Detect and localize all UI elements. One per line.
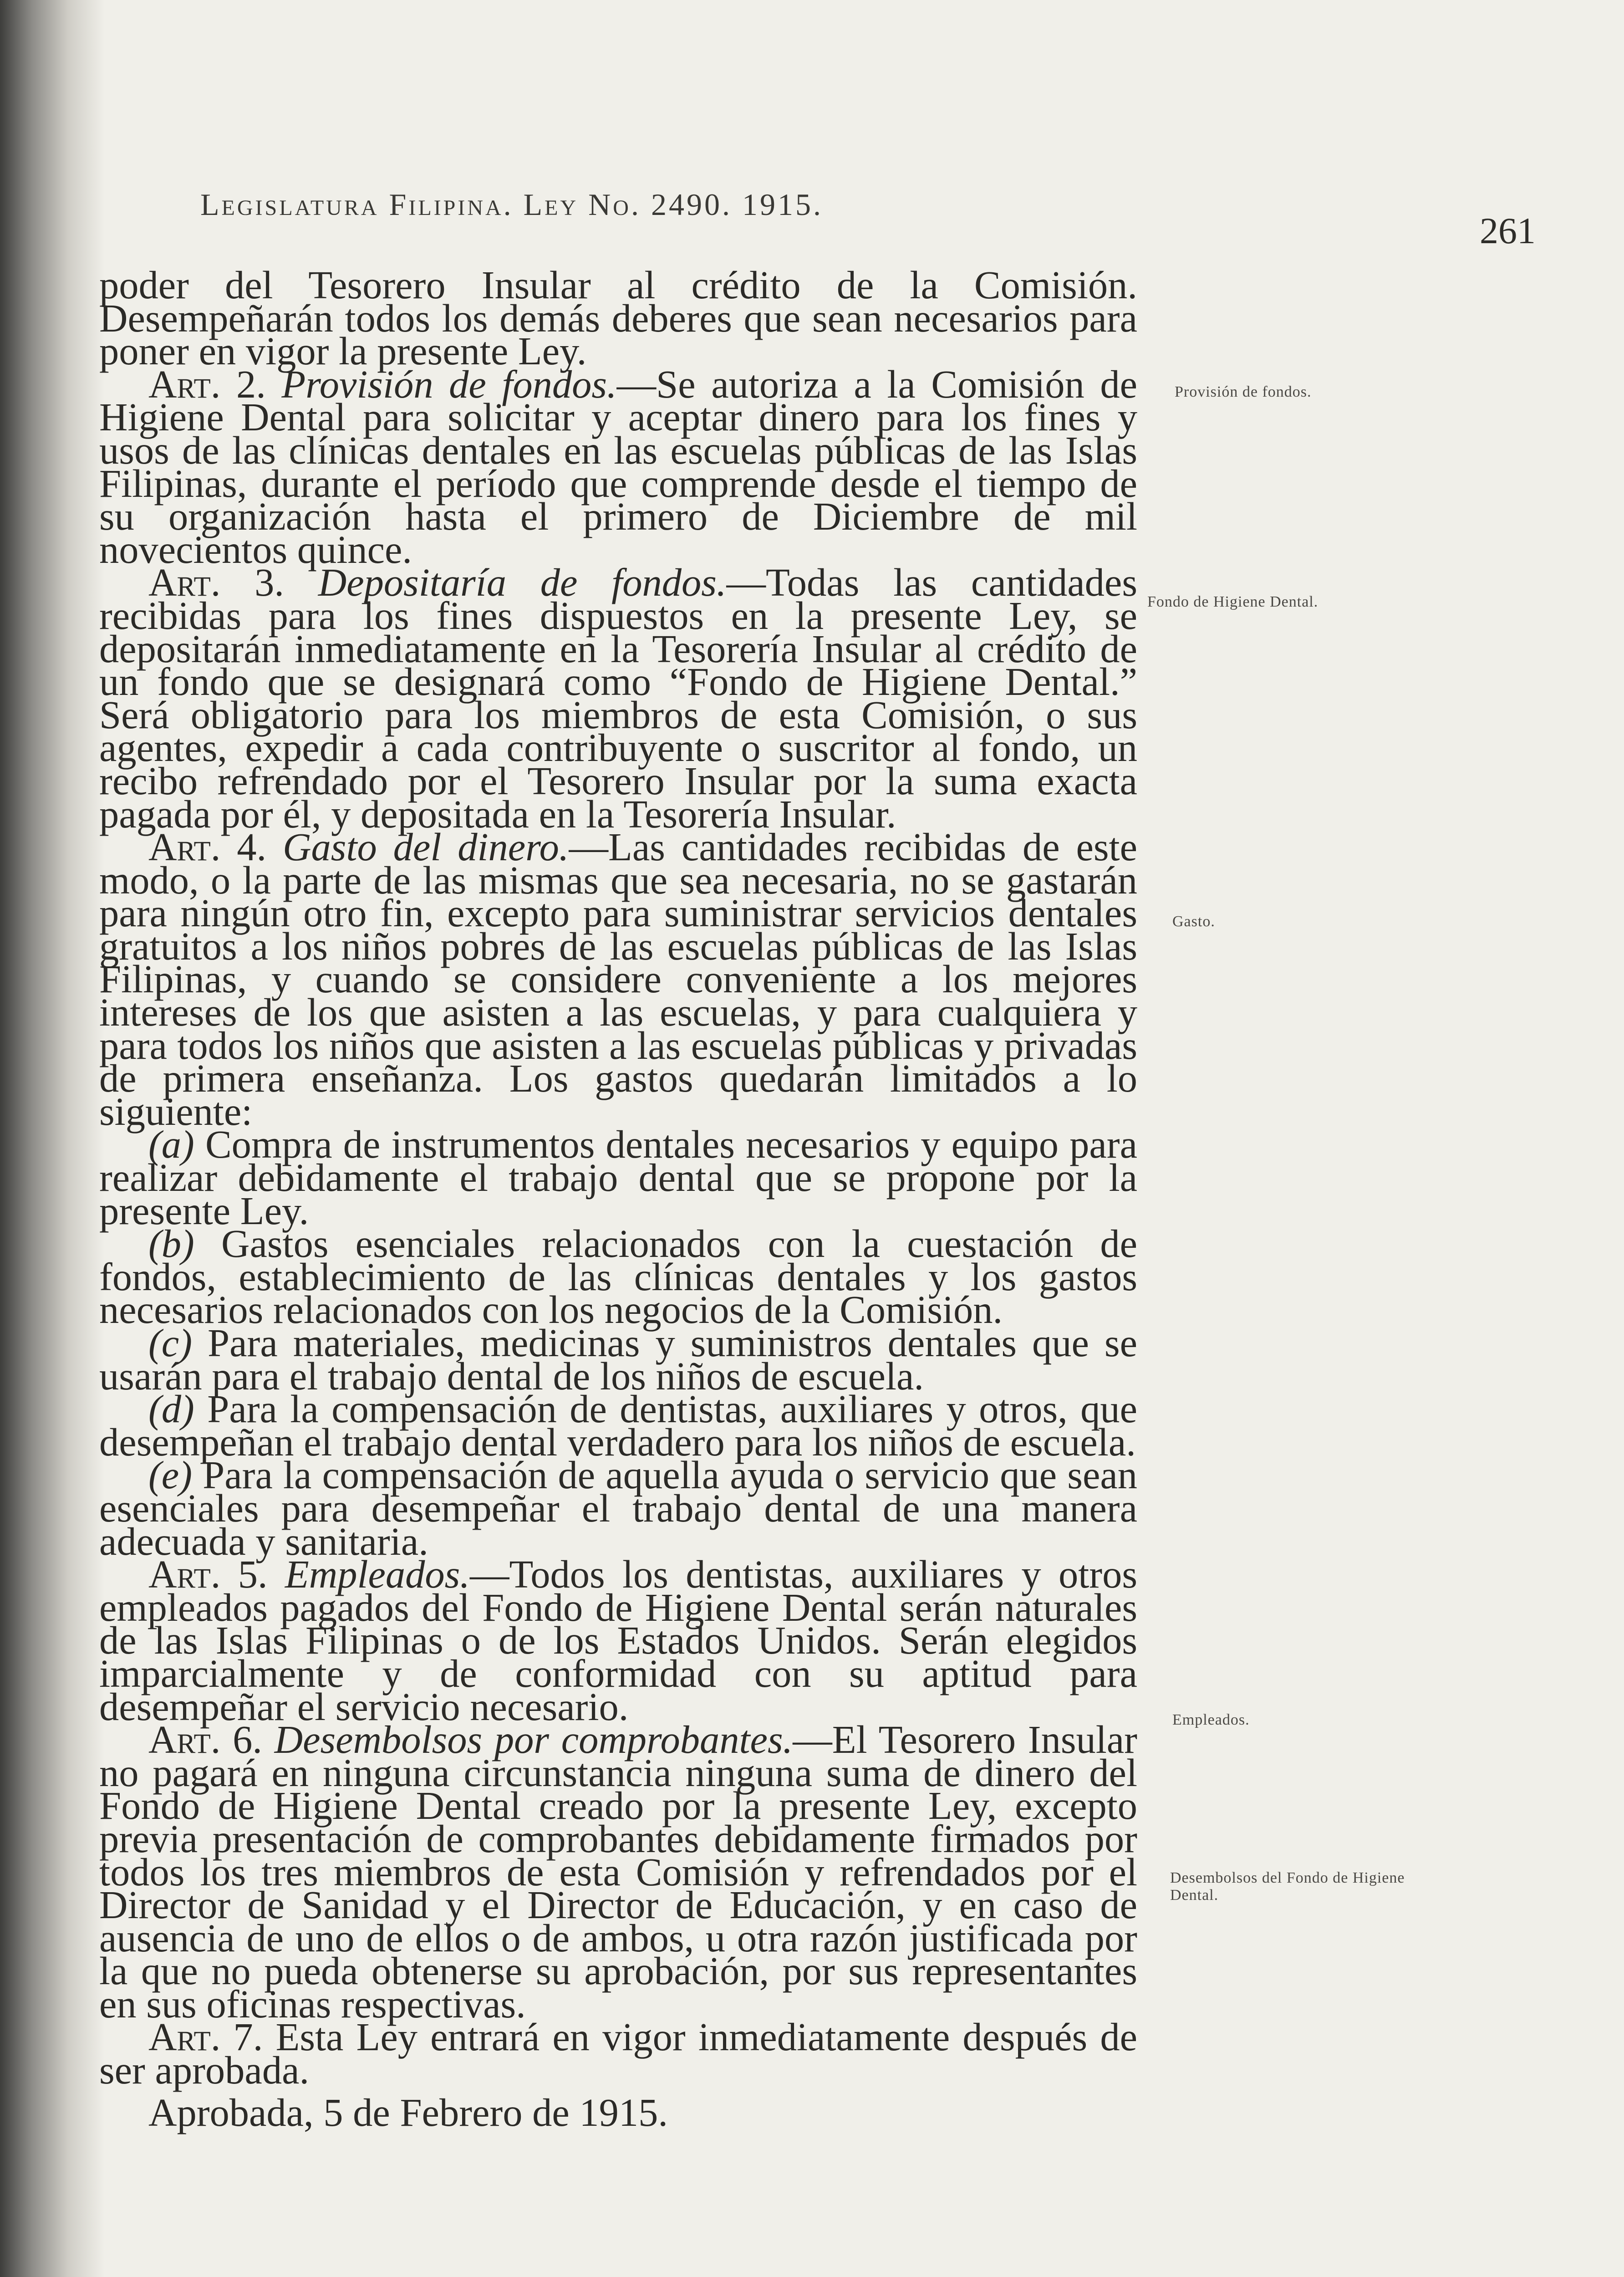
article-text: —El Tesorero Insular no pagará en ninguna circunstancia ninguna suma de dinero del Fondo de Higiene Dental creado por la presente Ley, excepto previa presentación de comprobantes debidamente firmados por todos los tres miembros de esta Comisión y refrendados por el Director de Sanidad y el Director de Educación, y en caso de ausencia de uno de ellos o de ambos, u otra razón justificada por la que no pueda obtenerse su aprobación, por sus representantes en sus oficinas respectivas. [99,1718,1137,2026]
clause-label: (c) [148,1321,193,1365]
margin-note-desembolsos: Desembolsos del Fondo de Higiene Dental. [1170,1869,1405,1904]
article-title: Gasto del dinero. [283,825,569,869]
approval-date: Aprobada, 5 de Febrero de 1915. [148,2090,668,2134]
clause-label: (e) [148,1453,193,1497]
article-title: Desembolsos por comprobantes. [274,1718,793,1762]
margin-note-provision: Provisión de fondos. [1175,383,1312,400]
article-text: —Todas las cantidades recibidas para los fines dispuestos en la presente Ley, se depositarán inmediatamente en la Tesorería Insular al crédito de un fondo que se designará como “Fondo de Higiene Dental.” Será obligatorio para los miembros de esta Comisión, o sus agentes, expedir a cada contribuyente o suscritor al fondo, un recibo refrendado por el Tesorero Insular por la suma exacta pagada por él, y depositada en la Tesorería Insular. [99,561,1137,836]
margin-note-fondo: Fondo de Higiene Dental. [1147,593,1319,610]
article-text: —Todos los dentistas, auxiliares y otros empleados pagados del Fondo de Higiene Dental serán naturales de las Islas Filipinas o de los Estados Unidos. Serán elegidos imparcialmente y de conformidad con su aptitud para desempeñar el servicio necesario. [99,1552,1138,1729]
article-number: Art. 4. [148,825,267,869]
article-number: Art. 2. [148,362,266,406]
margin-note-empleados: Empleados. [1172,1711,1250,1728]
clause-label: (b) [148,1222,194,1266]
article-number: Art. 6. [148,1718,262,1762]
article-text: Esta Ley entrará en vigor inmediatamente después de ser aprobada. [99,2015,1137,2093]
article-7 [99,2015,1137,2093]
article-text: —Las cantidades recibidas de este modo, o la parte de las mismas que sea necesaria, no se gastarán para ningún otro fin, excepto para suministrar servicios dentales gratuitos a los niños pobres de las escuelas públicas de las Islas Filipinas, y cuando se considere conveniente a los mejores intereses de los que asisten a las escuelas, y para cualquiera y para todos los niños que asisten a las escuelas públicas y privadas de primera enseñanza. Los gastos quedarán limitados a lo siguiente: [99,825,1137,1133]
clause-text: Gastos esenciales relacionados con la cuestación de fondos, establecimiento de las clínicas dentales y los gastos necesarios relacionados con los negocios de la Comisión. [99,1222,1137,1332]
clause-label: (d) [148,1387,194,1431]
article-number: Art. 3. [148,561,284,605]
clause-a [99,1123,1137,1233]
article-text: —Se autoriza a la Comisión de Higiene Dental para solicitar y aceptar dinero para los fines y usos de las clínicas dentales en las escuelas públicas de las Islas Filipinas, durante el período que comprende desde el tiempo de su organización hasta el primero de Diciembre de mil novecientos quince. [99,362,1137,572]
clause-b [99,1222,1137,1332]
article-5 [99,1552,1138,1729]
article-4 [99,825,1137,1133]
clause-text: Para materiales, medicinas y suministros dentales que se usarán para el trabajo dental de los niños de escuela. [99,1321,1137,1398]
clause-label: (a) [148,1123,194,1167]
article-title: Empleados. [285,1552,470,1597]
page-number: 261 [1480,210,1536,251]
paragraph-continuation: poder del Tesorero Insular al crédito de la Comisión. Desempeñarán todos los demás deberes que sean necesarios para poner en vigor la presente Ley. [99,263,1137,373]
article-6 [99,1718,1137,2026]
clause-text: Para la compensación de aquella ayuda o servicio que sean esenciales para desempeñar el trabajo dental de una manera adecuada y sanitaria. [99,1453,1137,1563]
running-header: Legislatura Filipina. Ley No. 2490. 1915. [200,187,823,222]
clause-e [99,1453,1137,1563]
article-2 [99,362,1137,572]
article-title: Provisión de fondos. [281,362,617,406]
clause-text: Para la compensación de dentistas, auxiliares y otros, que desempeñan el trabajo dental verdadero para los niños de escuela. [99,1387,1137,1464]
article-title: Depositaría de fondos. [318,561,727,605]
law-text-body [99,263,1138,2134]
article-number: Art. 7. [148,2015,263,2059]
binding-gutter-shadow [0,0,105,2277]
article-number: Art. 5. [148,1552,268,1597]
clause-c [99,1321,1137,1398]
margin-note-gasto: Gasto. [1172,913,1215,930]
clause-text: Compra de instrumentos dentales necesarios y equipo para realizar debidamente el trabajo dental que se propone por la presente Ley. [99,1123,1137,1233]
article-3 [99,561,1137,836]
clause-d [99,1387,1137,1464]
